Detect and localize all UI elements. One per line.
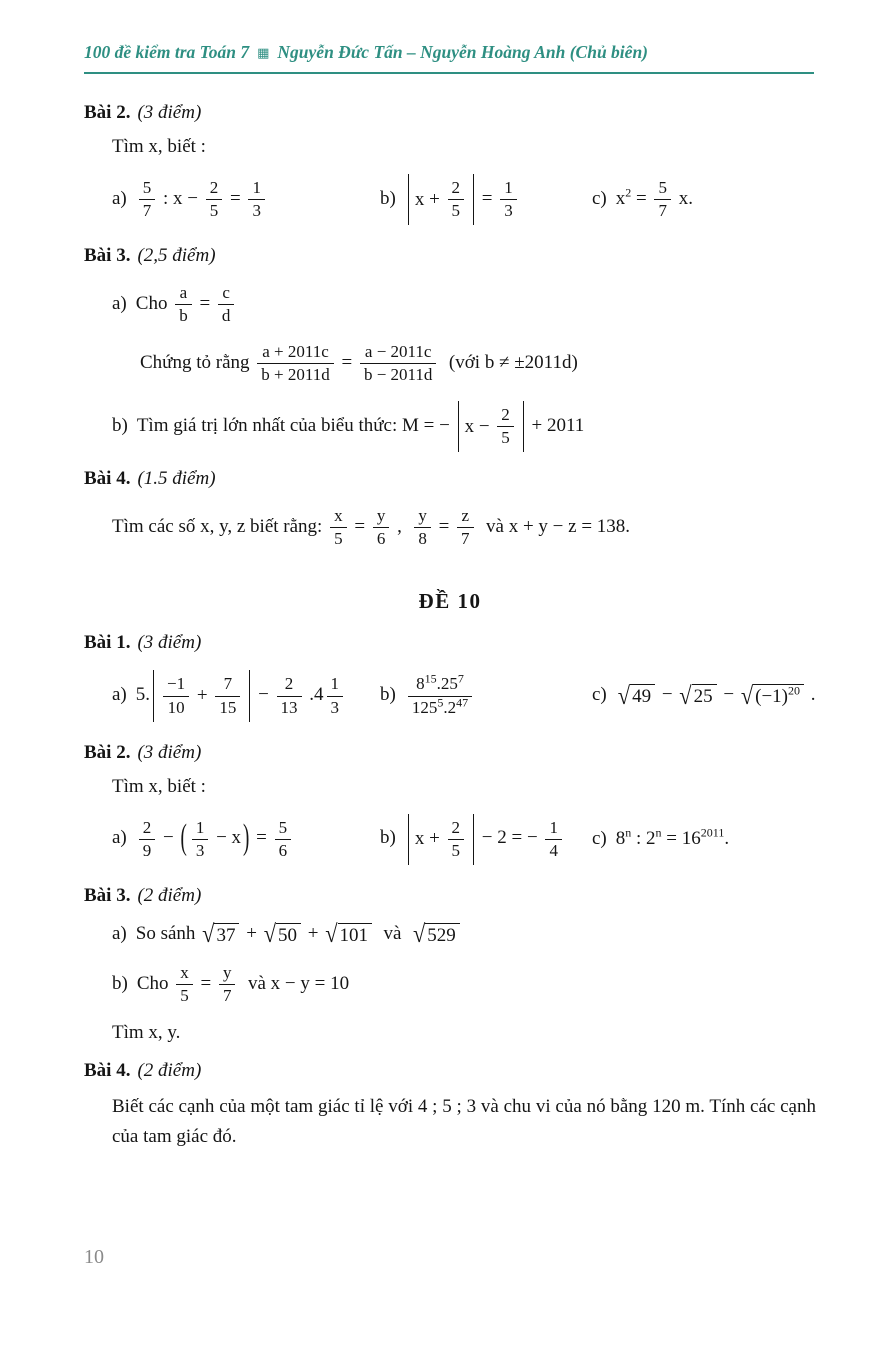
superscript: n [625, 825, 632, 840]
document-body [84, 96, 816, 1153]
item-label: b) [380, 187, 396, 209]
item-label: b) [380, 827, 396, 849]
problem-points: (1.5 điểm) [137, 468, 216, 490]
item-label: a) [112, 684, 127, 706]
radical-icon: √ [740, 681, 754, 710]
fraction: $\frac{2}{5}$ [497, 405, 514, 448]
math-expression [405, 671, 475, 717]
fraction: $\frac{c}{d}$ [218, 283, 235, 326]
problem-line: Tìm x, y. [112, 1021, 181, 1043]
fraction: $\frac{1}{3}$ [500, 178, 517, 221]
open-paren: ( [180, 818, 187, 859]
item-label: b) [112, 972, 128, 994]
math-expression: $x^2$ = $\frac{5}{7}$ x. [615, 178, 693, 221]
math-expression: Cho $\frac{a}{b}$ = $\frac{c}{d}$ [136, 293, 238, 314]
math-expression: √ 49 − √ 25 − √ $(-1)^{20}$ . [617, 681, 816, 710]
fraction: $\frac{a - 2011c}{b - 2011d}$ [360, 342, 436, 385]
problem-points: (2,5 điểm) [137, 245, 216, 267]
problem-item-b [380, 174, 592, 225]
problem-points: (3 điểm) [137, 632, 202, 654]
absolute-value-bars: x − $\frac{2}{5}$ [458, 401, 524, 452]
radical-icon: √ [617, 681, 631, 710]
item-label: b) [112, 415, 128, 437]
square-root: √ $(-1)^{20}$ [741, 684, 804, 708]
square-root: √ 101 [325, 923, 372, 947]
item-label: c) [592, 828, 607, 850]
square-root: √ 49 [618, 684, 655, 708]
problem-row [84, 174, 816, 225]
fraction: $\frac{y}{6}$ [373, 506, 390, 549]
problem-number: Bài 4. [84, 1059, 131, 1081]
problem-line [84, 283, 816, 326]
problem-points: (3 điểm) [137, 741, 202, 763]
problem-points: (2 điểm) [137, 1059, 202, 1081]
math-expression: 8$^n$ : $2^n = 16^{2011}$. [615, 825, 730, 850]
fraction: $\frac{a + 2011c}{b + 2011d}$ [257, 342, 333, 385]
item-label: a) [112, 187, 127, 209]
problem-number: Bài 2. [84, 102, 131, 123]
problem-line [84, 919, 816, 948]
problem-number: Bài 3. [84, 884, 131, 906]
problem-heading-bai4 [84, 468, 816, 490]
math-expression: So sánh √ 37 + √ 50 + √ 101 và √ 529 [136, 923, 462, 944]
problem-intro: Tìm x, biết : [112, 136, 206, 157]
problem-heading-bai3 [84, 245, 816, 267]
fraction: $\frac{x}{5}$ [176, 963, 193, 1006]
problem-line [84, 963, 816, 1006]
math-expression: Cho $\frac{x}{5}$ = $\frac{y}{7}$ và x − y = 10 [136, 962, 350, 1005]
problem-item-a [112, 818, 380, 861]
radical-icon: √ [679, 681, 692, 710]
math-expression: Tìm giá trị lớn nhất của biểu thức: M = − x − $\frac{2}{5}$ + 2011 [137, 415, 584, 436]
problem-heading-bai2b [84, 742, 816, 764]
problem-item-a [112, 670, 380, 721]
problem-paragraph: Biết các cạnh của một tam giác tỉ lệ với 4 ; 5 ; 3 và chu vi của nó bằng 120 m. Tính các cạnh của tam giác đó. [112, 1095, 816, 1148]
problem-line [84, 342, 816, 385]
fraction: $\frac{2}{5}$ [206, 178, 223, 221]
problem-heading-bai4b [84, 1060, 816, 1082]
superscript: 47 [456, 694, 469, 709]
superscript: 15 [424, 671, 437, 686]
problem-heading-bai2 [84, 102, 816, 124]
fraction: $\frac{5}{6}$ [275, 818, 292, 861]
item-label: a) [112, 293, 127, 314]
fraction: $\frac{x}{5}$ [330, 506, 347, 549]
item-label: b) [380, 684, 396, 706]
fraction: $\frac{5}{7}$ [139, 178, 156, 221]
problem-line [84, 506, 816, 549]
fraction: $\frac{7}{15}$ [215, 674, 240, 717]
fraction: $\frac{z}{7}$ [457, 506, 474, 549]
fraction: $\frac{2}{5}$ [448, 178, 465, 221]
math-expression: x + $\frac{2}{5}$ − 2 = − $\frac{1}{4}$ [405, 827, 565, 848]
superscript: 7 [457, 671, 464, 686]
problem-item-a [112, 178, 380, 221]
fraction: $\frac{5}{7}$ [654, 178, 671, 221]
problem-heading-bai3b [84, 885, 816, 907]
exam-title: ĐỀ 10 [418, 589, 482, 614]
math-expression: $\frac{2}{9}$ − ( $\frac{1}{3}$ − x ) = $\frac{5}{6}$ [136, 827, 294, 848]
absolute-value-bars: x + $\frac{2}{5}$ [408, 814, 474, 865]
square-root: √ 37 [202, 923, 239, 947]
problem-item-b [380, 814, 592, 865]
fraction: $\frac{1}{3}$ [327, 674, 344, 717]
problem-number: Bài 4. [84, 468, 131, 490]
superscript: 20 [788, 683, 801, 698]
problem-number: Bài 2. [84, 741, 131, 763]
item-label: c) [592, 187, 607, 209]
square-root: √ 25 [679, 684, 716, 708]
problem-item-c [592, 178, 816, 221]
superscript: n [655, 825, 662, 840]
math-expression: $\frac{5}{7}$ : x − $\frac{2}{5}$ = $\frac{1}{3}$ [136, 188, 268, 209]
problem-line [84, 401, 816, 452]
problem-item-c [592, 681, 816, 710]
item-label: a) [112, 827, 127, 849]
authors: Nguyễn Đức Tấn – Nguyễn Hoàng Anh (Chủ biên) [277, 42, 648, 62]
absolute-value-bars: x + $\frac{2}{5}$ [408, 174, 474, 225]
problem-row [84, 814, 816, 865]
problem-item-b [380, 671, 592, 717]
radical-icon: √ [202, 919, 215, 948]
radical-icon: √ [412, 919, 426, 948]
math-expression: 5. $\frac{-1}{10}$ + $\frac{7}{15}$ − $\frac{2}{13}$ .4 $\frac{1}{3}$ [136, 684, 346, 705]
math-expression: x + $\frac{2}{5}$ = $\frac{1}{3}$ [405, 188, 520, 209]
close-paren: ) [243, 818, 250, 859]
fraction: $\frac{1}{3}$ [248, 178, 265, 221]
problem-item-c [592, 825, 816, 850]
fraction: $\frac{1}{4}$ [545, 818, 562, 861]
superscript: 5 [437, 694, 444, 709]
superscript: 2 [625, 185, 632, 200]
fraction: $\frac{y}{8}$ [414, 506, 431, 549]
fraction: $\frac{-1}{10}$ [163, 674, 189, 717]
book-title: 100 đề kiểm tra Toán 7 [84, 42, 250, 62]
problem-heading-bai1 [84, 632, 816, 654]
fraction: $\frac{8^{15}.25^7}{125^5.2^{47}}$ [408, 674, 472, 717]
problem-number: Bài 1. [84, 632, 131, 654]
radical-icon: √ [263, 919, 277, 948]
radical-icon: √ [325, 919, 338, 948]
fraction: $\frac{2}{13}$ [277, 674, 302, 717]
problem-points: (3 điểm) [137, 102, 202, 123]
item-label: c) [592, 684, 607, 706]
page-number: 10 [84, 1246, 104, 1268]
problem-row [84, 670, 816, 721]
fraction: $\frac{1}{3}$ [192, 818, 209, 861]
fraction: $\frac{2}{9}$ [139, 818, 156, 861]
square-root: √ 50 [264, 923, 301, 947]
fraction: $\frac{a}{b}$ [175, 283, 192, 326]
square-root: √ 529 [413, 923, 460, 947]
problem-number: Bài 3. [84, 245, 131, 267]
absolute-value-bars: $\frac{-1}{10}$ + $\frac{7}{15}$ [153, 670, 250, 721]
superscript: 2011 [700, 825, 725, 840]
item-label: a) [112, 923, 127, 945]
page-header [84, 42, 814, 74]
problem-intro: Tìm x, biết : [112, 775, 206, 797]
math-expression: Chứng tỏ rằng $\frac{a + 2011c}{b + 2011d}$ = $\frac{a - 2011c}{b - 2011d}$ (với b ≠ ±2011d) [140, 342, 578, 385]
problem-points: (2 điểm) [137, 884, 202, 906]
book-icon: ▦ [257, 45, 270, 60]
fraction: $\frac{2}{5}$ [448, 818, 465, 861]
fraction: $\frac{y}{7}$ [219, 963, 236, 1006]
math-expression: Tìm các số x, y, z biết rằng: $\frac{x}{5}$ = $\frac{y}{6}$ , $\frac{y}{8}$ = $\frac{z}{7}$ và x + y − z = 138. [112, 506, 631, 549]
